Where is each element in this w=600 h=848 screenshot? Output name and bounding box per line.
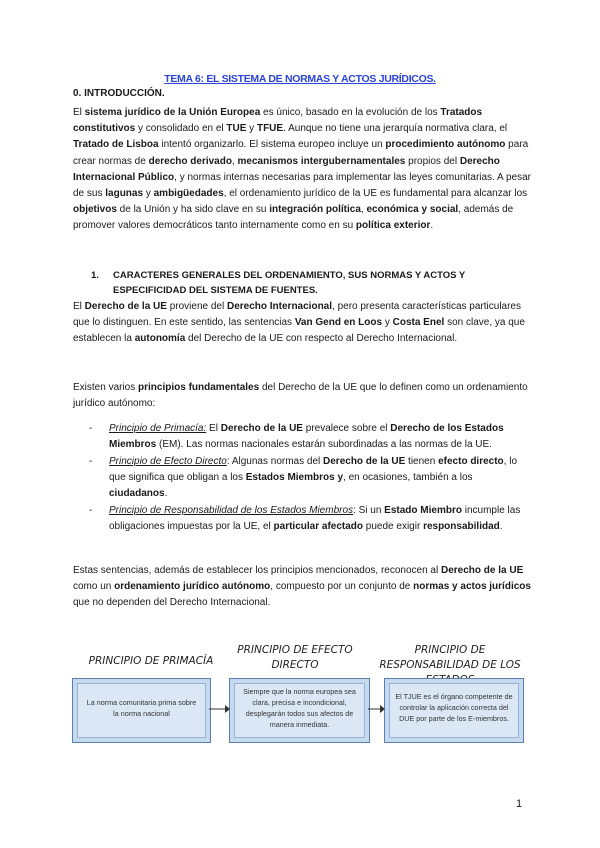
page-number: 1 [516, 798, 523, 810]
paragraph-principios: Existen varios principios fundamentales del Derecho de la UE que lo definen como un ordenamiento jurídico autónomo: [73, 382, 528, 410]
diagram-title-primacia: PRINCIPIO DE PRIMACÍA [88, 655, 214, 667]
paragraph-derecho-ue: El Derecho de la UE proviene del Derecho Internacional, pero presenta características particulares que lo distinguen. En este sentido, las sentencias Van Gend en Loos y Costa Enel son clave, ya que establecen la autonomía del Derecho de la UE con respecto al Derecho Internacional. [73, 301, 525, 345]
page-title: TEMA 6: EL SISTEMA DE NORMAS Y ACTOS JURÍDICOS. [164, 73, 436, 85]
diagram-box-primacia-text: La norma comunitaria prima sobre la norma nacional [86, 698, 197, 718]
diagram-box-responsabilidad [384, 678, 524, 743]
document-page: TEMA 6: EL SISTEMA DE NORMAS Y ACTOS JURÍDICOS. 0. INTRODUCCIÓN. El sistema jurídico de la Unión Europea es único, basado en la evolución de los Tratados constitutivos y consolidado en el TUE y TFUE. Aunque no tiene una jerarquía normativa clara, el Tratado de Lisboa intentó organizarlo. El sistema europeo incluye un procedimiento autónomo para crear normas de derecho derivado, mecanismos intergubernamentales propios del Derecho Internacional Público, y normas internas necesarias para implementar las leyes comunitarias. A pesar de sus lagunas y ambigüedades, el ordenamiento jurídico de la UE es fundamental para alcanzar los objetivos de la Unión y ha sido clave en su integración política, económica y social, además de promover valores democráticos tanto internamente como en su política exterior. 1. CARACTERES GENERALES DEL ORDENAMIENTO, SUS NORMAS Y ACTOS Y ESPECIFICIDAD DEL SISTEMA DE FUENTES. El Derecho de la UE proviene del Derecho Internacional, pero presenta características particulares que lo distinguen. En este sentido, las sentencias Van Gend en Loos y Costa Enel son clave, ya que establecen la autonomía del Derecho de la UE con respecto al Derecho Internacional. Existen varios principios fundamentales del Derecho de la UE que lo definen como un ordenamiento jurídico autónomo: - Principio de Primacía: El Derecho de la UE prevalece sobre el Derecho de los Estados Miembros (EM). Las normas nacionales estarán subordinadas a las normas de la UE. - Principio de Efecto Directo: Algunas normas del Derecho de la UE tienen efecto directo, lo que significa que obligan a los Estados Miembros y, en ocasiones, también a los ciudadanos. - Principio de Responsabilidad de los Estados Miembros: Si un Estado Miembro incumple las obligaciones impuestas por la UE, el particular afectado puede exigir responsabilidad. Estas sentencias, además de establecer los principios mencionados, reconocen al Derecho de la UE como un ordenamiento jurídico autónomo, compuesto por un conjunto de normas y actos jurídicos que no dependen del Derecho Internacional. PRINCIPIO DE PRIMACÍA PRINCIPIO DE EFECTO DIRECTO PRINCIPIO DE RESPONSABILIDAD DE LOS La norma comunitaria prima sobre la norma nacional Siempre que la norma europea sea clara, precisa e incondicional, desplegarán todos sus afectos de manera inmediata. El TJUE es el órgano competente de controlar la aplicación correcta del DUE por parte de los E-miembros. 1 [0, 0, 600, 848]
paragraph-conclusion: Estas sentencias, además de establecer los principios mencionados, reconocen al Derecho de la UE como un ordenamiento jurídico autónomo, compuesto por un conjunto de normas y actos jurídicos que no dependen del Derecho Internacional. [73, 565, 531, 609]
arrow-right-icon [368, 703, 386, 715]
diagram-box-responsabilidad-text: El TJUE es el órgano competente de controlar la aplicación correcta del DUE por parte de los E-miembros. [395, 692, 513, 723]
diagram-box-primacia [72, 678, 211, 743]
arrow-right-icon [209, 703, 231, 715]
diagram-box-efecto-directo [229, 678, 370, 743]
diagram-box-efecto-directo-text: Siempre que la norma europea sea clara, precisa e incondicional, desplegarán todos sus afectos de manera inmediata. [243, 687, 356, 729]
intro-paragraph: El sistema jurídico de la Unión Europea es único, basado en la evolución de los Tratados constitutivos y consolidado en el TUE y TFUE. Aunque no tiene una jerarquía normativa clara, el Tratado de Lisboa intentó organizarlo. El sistema europeo incluye un procedimiento autónomo para crear normas de derecho derivado, mecanismos intergubernamentales propios del Derecho Internacional Público, y normas internas necesarias para implementar las leyes comunitarias. A pesar de sus lagunas y ambigüedades, el ordenamiento jurídico de la UE es fundamental para alcanzar los objetivos de la Unión y ha sido clave en su integración política, económica y social, además de promover valores democráticos tanto internamente como en su política exterior. [73, 107, 531, 232]
diagram-title-efecto-directo: PRINCIPIO DE EFECTO DIRECTO [237, 644, 353, 671]
intro-heading: 0. INTRODUCCIÓN. [73, 88, 165, 99]
diagram-title-responsabilidad: PRINCIPIO DE RESPONSABILIDAD DE LOS [379, 644, 521, 671]
